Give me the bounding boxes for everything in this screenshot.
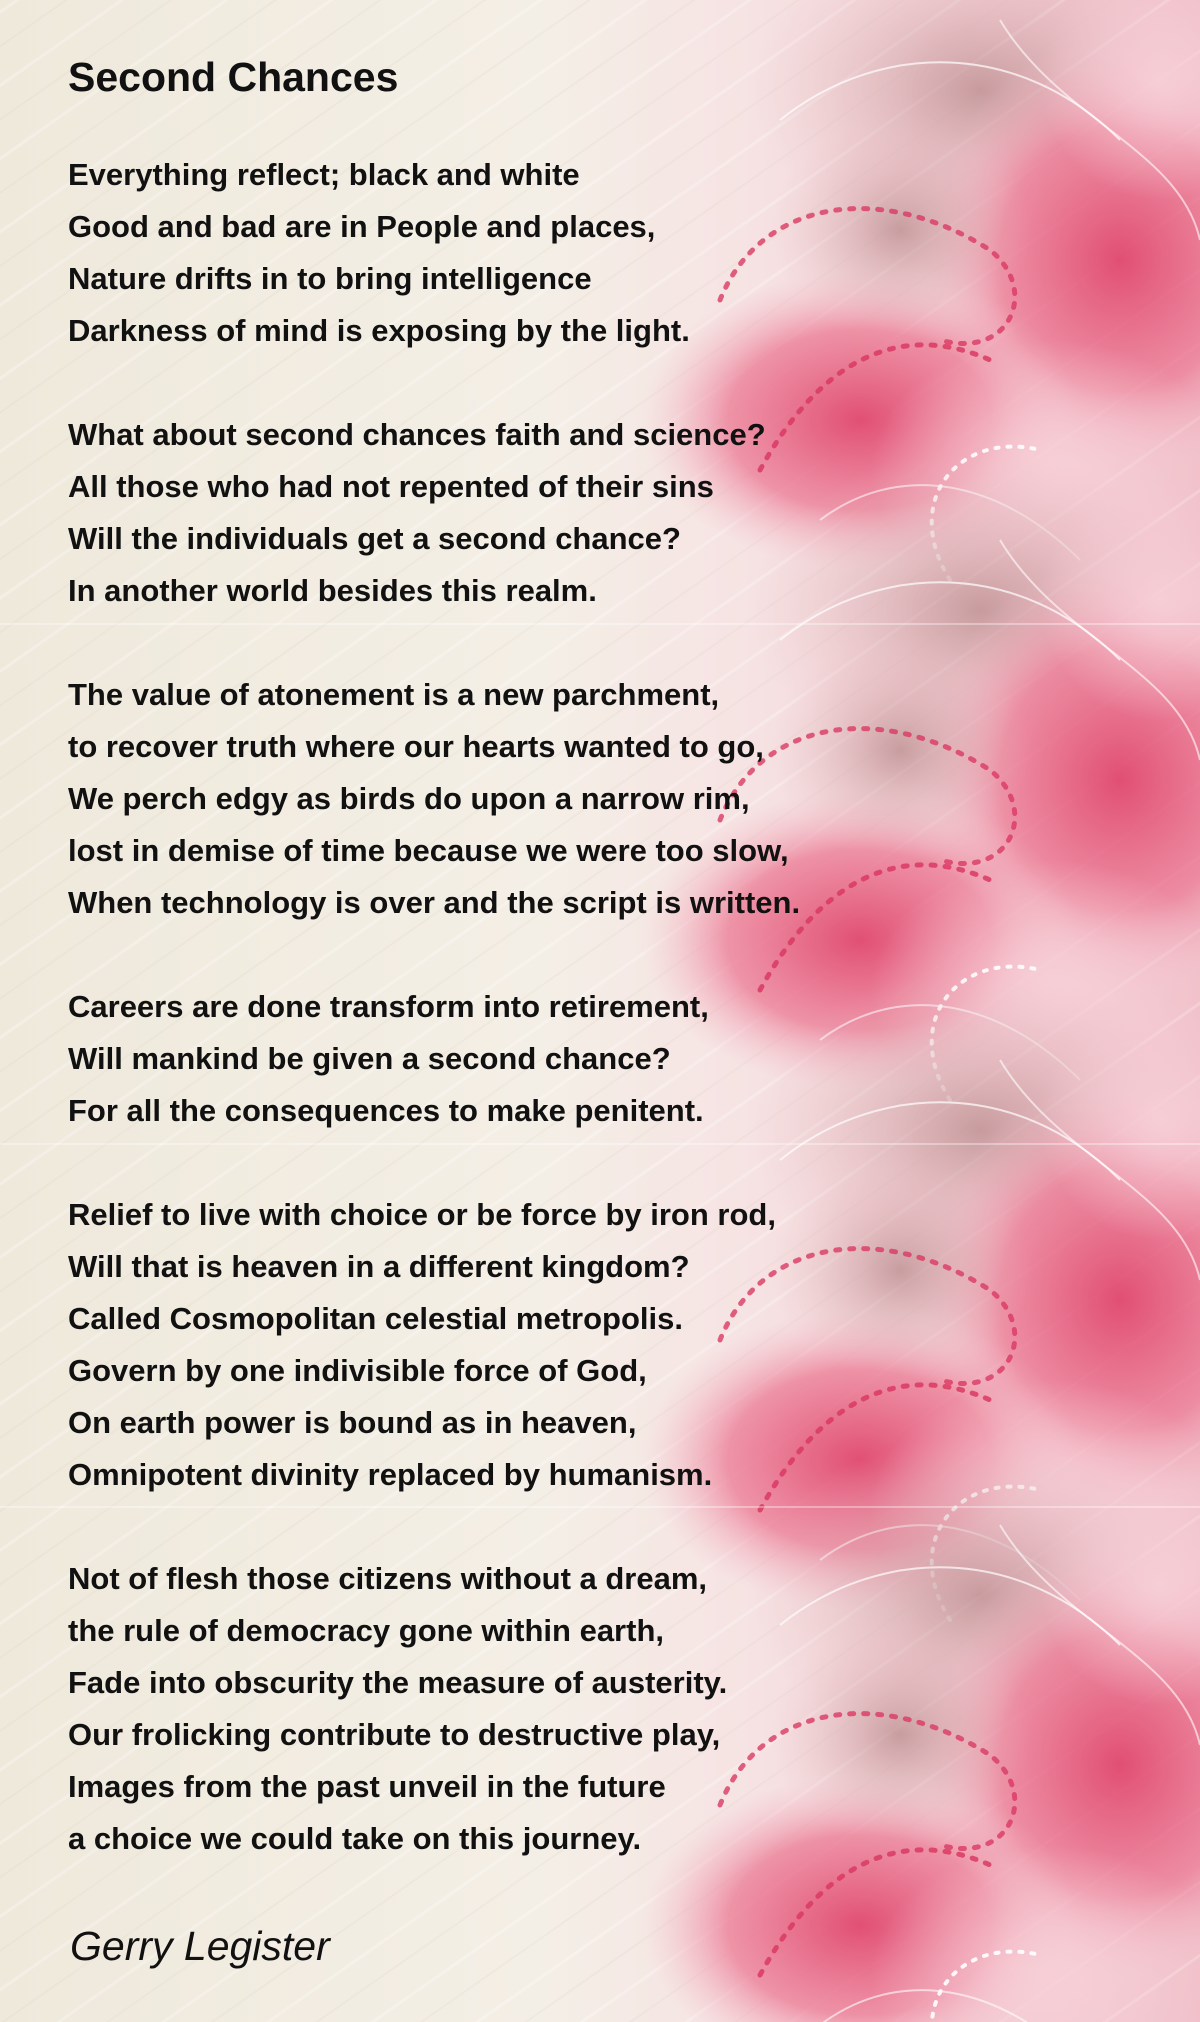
poem-line: When technology is over and the script is written. — [68, 885, 801, 920]
poem-line: Nature drifts in to bring intelligence — [68, 261, 592, 296]
poem-line: The value of atonement is a new parchment, — [68, 677, 720, 712]
poem-line: Fade into obscurity the measure of austerity. — [68, 1665, 728, 1700]
poem-line: We perch edgy as birds do upon a narrow rim, — [68, 781, 750, 816]
poem-line: to recover truth where our hearts wanted to go, — [68, 729, 764, 764]
poem-line: Everything reflect; black and white — [68, 157, 580, 192]
poem-title: Second Chances — [68, 54, 399, 100]
poem-line: Careers are done transform into retirement, — [68, 989, 709, 1024]
poem-line: Called Cosmopolitan celestial metropolis. — [68, 1301, 683, 1336]
poem-line: For all the consequences to make penitent. — [68, 1093, 704, 1128]
poem-line: the rule of democracy gone within earth, — [68, 1613, 664, 1648]
poem-line: Good and bad are in People and places, — [68, 209, 656, 244]
poem-line: Our frolicking contribute to destructive play, — [68, 1717, 721, 1752]
poem-line: Will that is heaven in a different kingdom? — [68, 1249, 690, 1284]
poem-line: Images from the past unveil in the future — [68, 1769, 666, 1804]
poem-line: lost in demise of time because we were too slow, — [68, 833, 789, 868]
poem-line: What about second chances faith and science? — [68, 417, 766, 452]
poem-line: Will the individuals get a second chance? — [68, 521, 681, 556]
poem-line: Omnipotent divinity replaced by humanism. — [68, 1457, 713, 1492]
author-signature: Gerry Legister — [70, 1923, 330, 1969]
poem-line: a choice we could take on this journey. — [68, 1821, 642, 1856]
poem-line: Not of flesh those citizens without a dream, — [68, 1561, 708, 1596]
poem-line: Relief to live with choice or be force by iron rod, — [68, 1197, 776, 1232]
poem-line: Will mankind be given a second chance? — [68, 1041, 671, 1076]
poem-line: Darkness of mind is exposing by the light. — [68, 313, 690, 348]
poem-line: Govern by one indivisible force of God, — [68, 1353, 647, 1388]
poem-line: In another world besides this realm. — [68, 573, 597, 608]
poem-line: All those who had not repented of their sins — [68, 469, 714, 504]
poem-line: On earth power is bound as in heaven, — [68, 1405, 637, 1440]
